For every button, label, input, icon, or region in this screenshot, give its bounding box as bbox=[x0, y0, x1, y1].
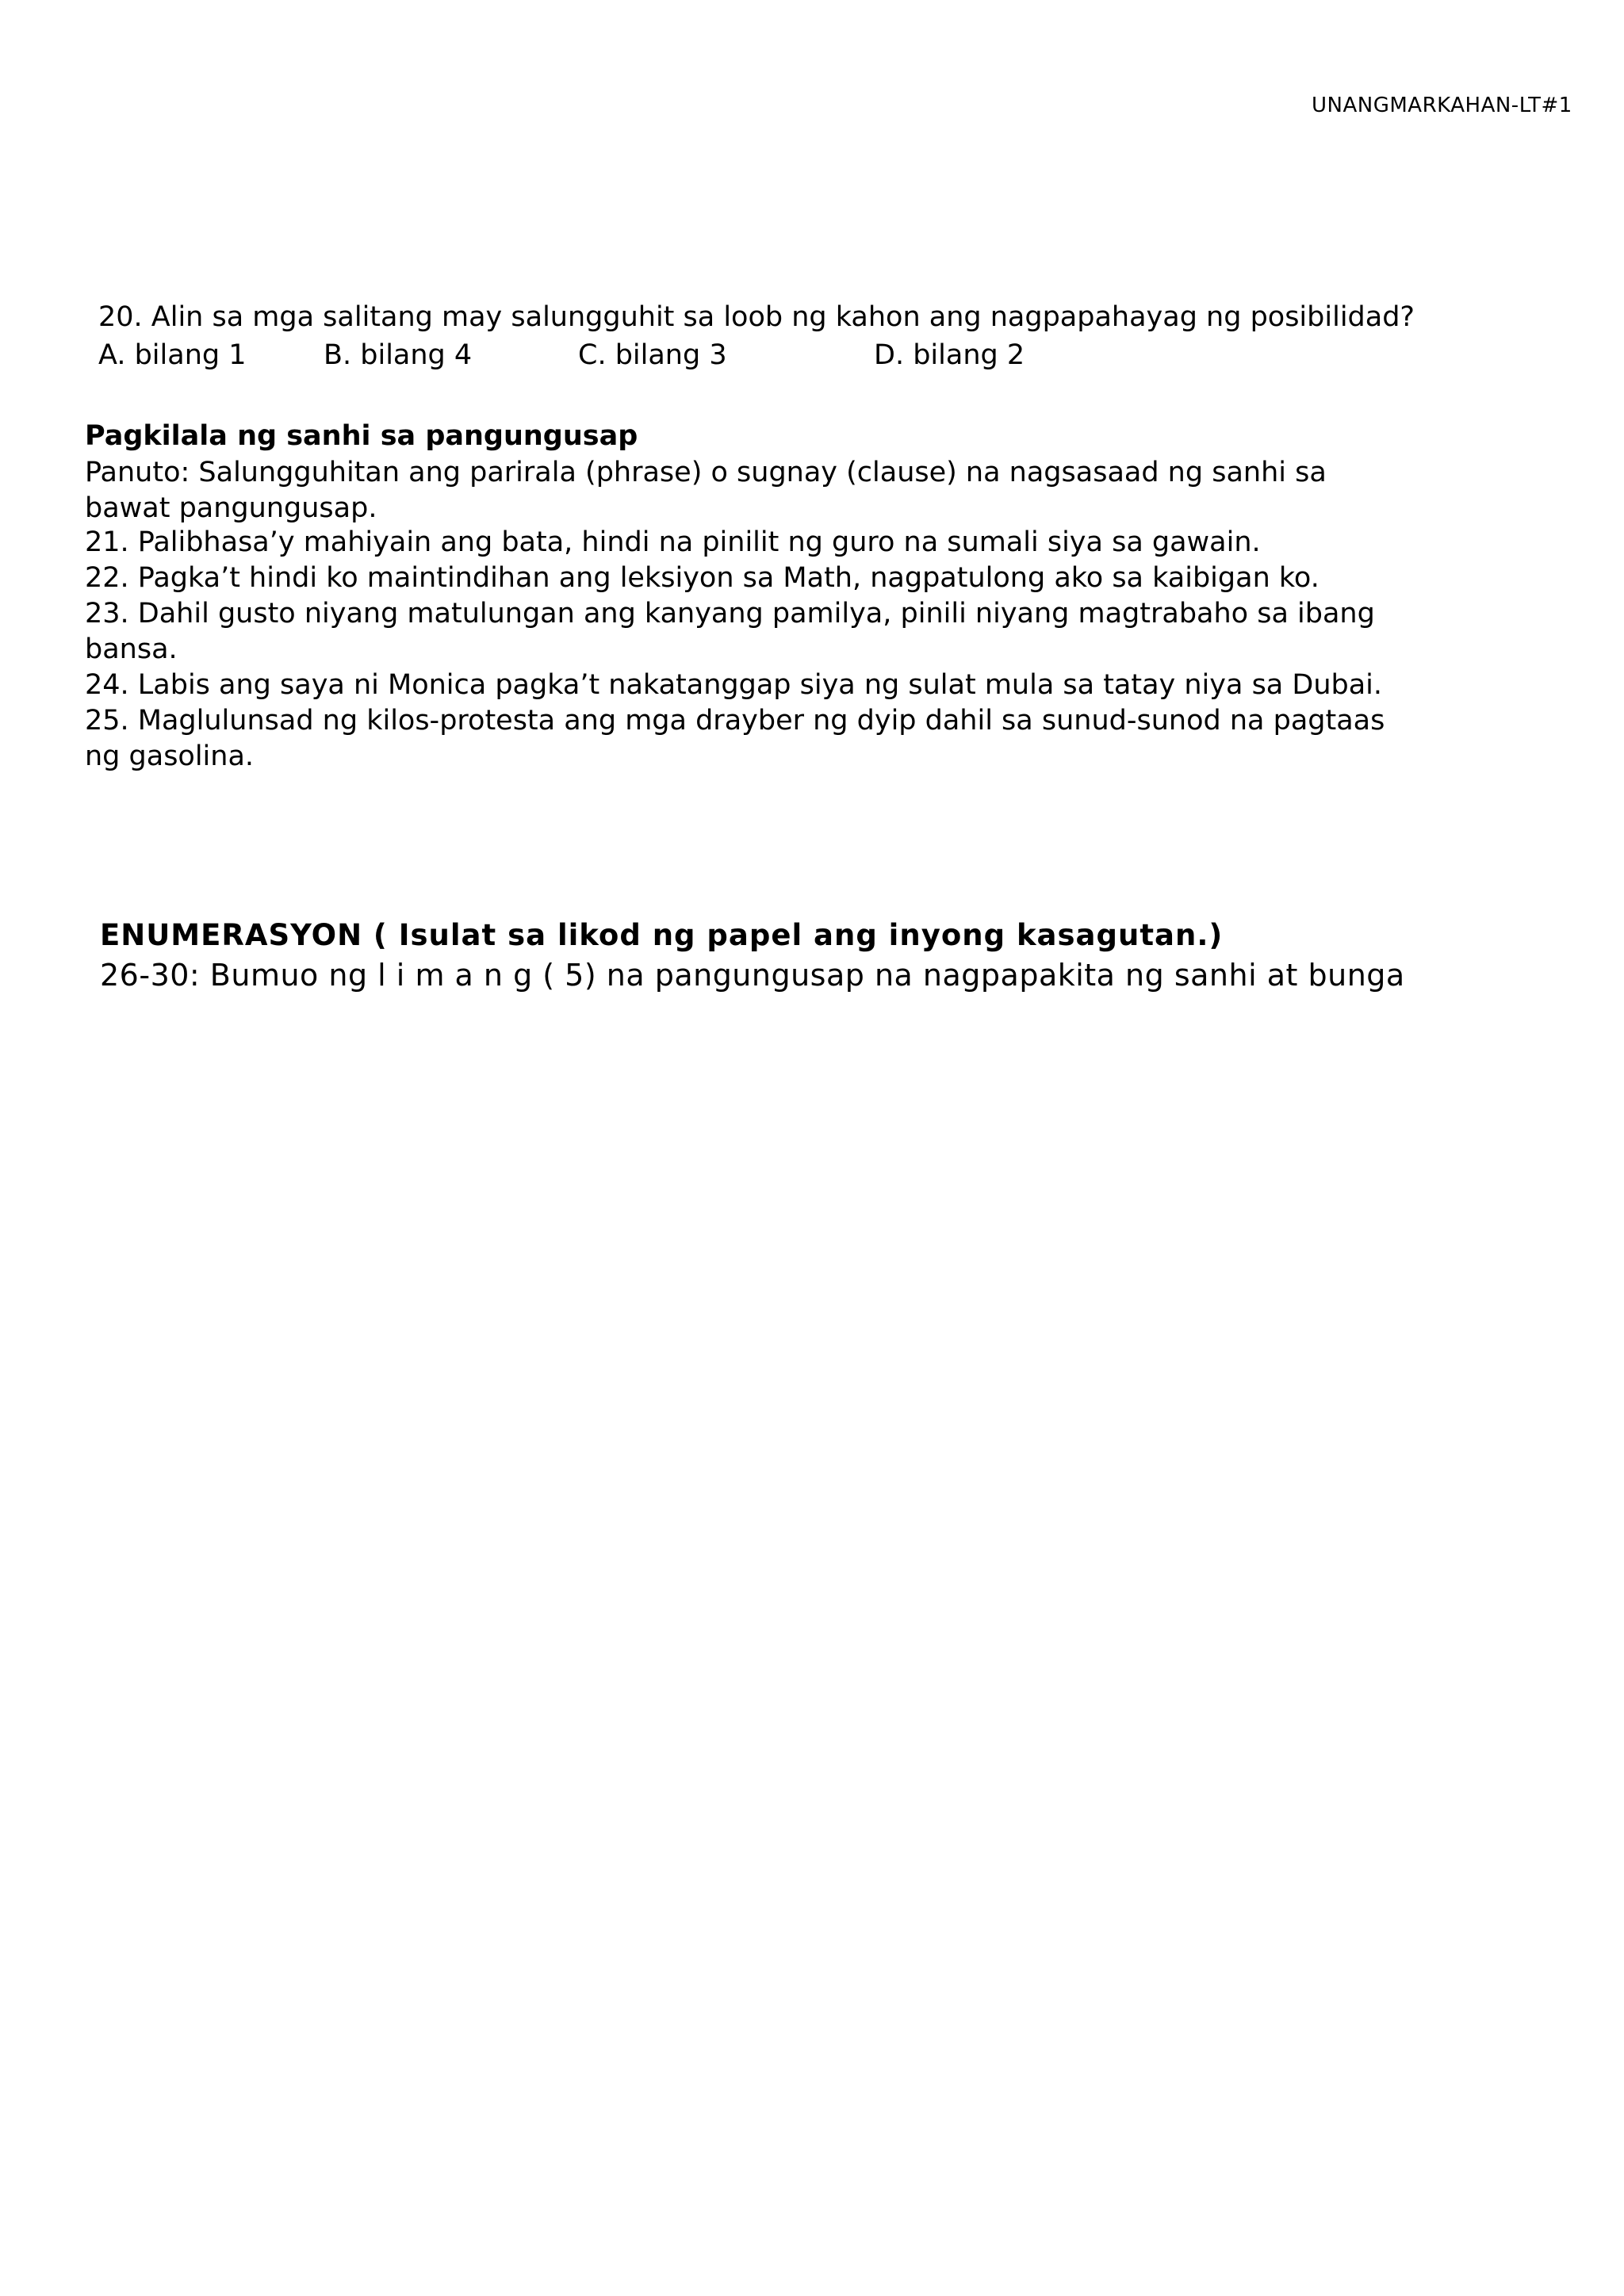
question-20-choices bbox=[98, 339, 1129, 377]
question-20-text: 20. Alin sa mga salitang may salungguhit sa loob ng kahon ang nagpapahayag ng posibilidad? bbox=[98, 301, 1415, 333]
enumeration-item: 26-30: Bumuo ng l i m a n g ( 5) na pangungusap na nagpapakita ng sanhi at bunga bbox=[100, 958, 1405, 993]
choice-b: B. bilang 4 bbox=[324, 339, 473, 371]
question-23: 23. Dahil gusto niyang matulungan ang kanyang pamilya, pinili niyang magtrabaho sa ibang bansa. bbox=[85, 598, 1375, 665]
document-code: UNANGMARKAHAN-LT#1 bbox=[1312, 94, 1572, 117]
choice-d: D. bilang 2 bbox=[874, 339, 1025, 371]
question-21: 21. Palibhasa’y mahiyain ang bata, hindi na pinilit ng guro na sumali siya sa gawain. bbox=[85, 526, 1261, 558]
question-22: 22. Pagka’t hindi ko maintindihan ang leksiyon sa Math, nagpatulong ako sa kaibigan ko. bbox=[85, 562, 1320, 594]
instruction-text: Panuto: Salungguhitan ang parirala (phrase) o sugnay (clause) na nagsasaad ng sanhi sa bawat pangungusap. bbox=[85, 457, 1327, 524]
question-24: 24. Labis ang saya ni Monica pagka’t nakatanggap siya ng sulat mula sa tatay niya sa Dubai. bbox=[85, 669, 1383, 701]
section-title-sanhi: Pagkilala ng sanhi sa pangungusap bbox=[85, 420, 638, 452]
enumeration-title: ENUMERASYON ( Isulat sa likod ng papel ang inyong kasagutan.) bbox=[100, 918, 1224, 952]
question-25: 25. Maglulunsad ng kilos-protesta ang mga drayber ng dyip dahil sa sunud-sunod na pagtaas ng gasolina. bbox=[85, 705, 1385, 772]
choice-c: C. bilang 3 bbox=[578, 339, 727, 371]
choice-a: A. bilang 1 bbox=[98, 339, 247, 371]
